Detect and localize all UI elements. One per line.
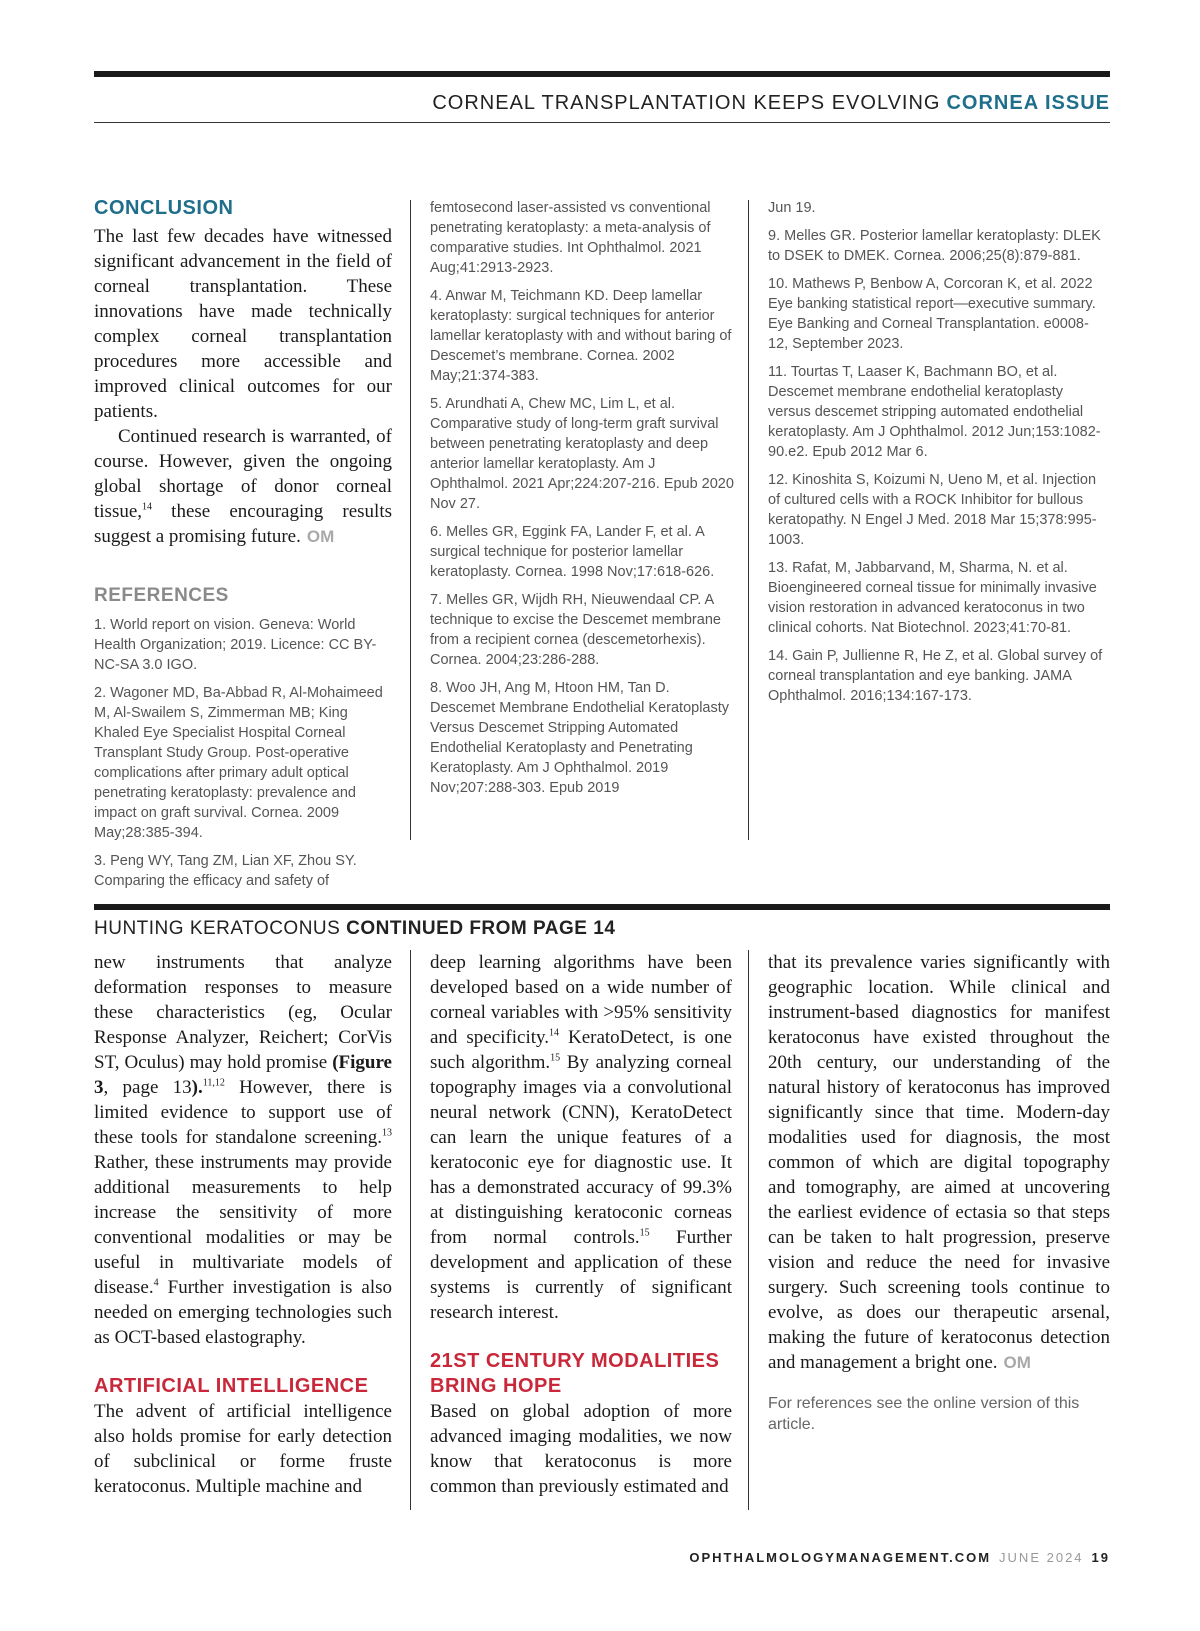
modalities-paragraph: Based on global adoption of more advanced imaging modalities, we now know that keratoconus is more common than previously estimated and: [430, 1401, 732, 1497]
running-head-section: CORNEA ISSUE: [946, 92, 1110, 114]
conclusion-paragraph-2: Continued research is warranted, of course. However, given the ongoing global shortage of donor corneal tissue,$^{14}$ these encouraging results suggest a promising future. OM: [94, 426, 392, 547]
references-footnote: For references see the online version of this article.: [768, 1395, 1080, 1433]
continued-header: [94, 918, 615, 940]
keratoconus-column-3: [768, 950, 1110, 1451]
column-rule: [748, 200, 749, 840]
reference-item: Jun 19.: [768, 200, 816, 216]
footer-site: OPHTHALMOLOGYMANAGEMENT.COM: [689, 1550, 992, 1565]
page-footer: [689, 1550, 1110, 1565]
reference-item: 2. Wagoner MD, Ba-Abbad R, Al-Mohaimeed M, Al-Swailem S, Zimmerman MB; King Khaled Eye Specialist Hospital Corneal Transplant Study Group. Post-operative complications after primary adult optical penetrating keratoplasty: prevalence and impact on graft survival. Cornea. 2009 May;28:385-394.: [94, 685, 383, 841]
continued-label: HUNTING KERATOCONUS: [94, 918, 341, 939]
page-number: 19: [1091, 1550, 1110, 1565]
reference-item: 7. Melles GR, Wijdh RH, Nieuwendaal CP. A technique to excise the Descemet membrane from a recipient cornea (descemetorhexis). Cornea. 2004;23:286-288.: [430, 592, 721, 668]
footer-date: JUNE 2024: [999, 1550, 1084, 1565]
column-rule: [748, 950, 749, 1510]
reference-item: 4. Anwar M, Teichmann KD. Deep lamellar keratoplasty: surgical techniques for anterior lamellar keratoplasty with and without baring of Descemet’s membrane. Cornea. 2002 May;21:374-383.: [430, 288, 732, 384]
reference-item: 10. Mathews P, Benbow A, Corcoran K, et al. 2022 Eye banking statistical report—executive summary. Eye Banking and Corneal Transplantation. e0008-12, September 2023.: [768, 276, 1096, 352]
keratoconus-paragraph: deep learning algorithms have been developed based on a wide number of corneal variables with >95% sensitivity and specificity.$^{14}$ KeratoDetect, is one such algorithm.$^{15}$ By analyzing corneal topography images via a convolutional neural network (CNN), KeratoDetect can learn the unique features of a keratoconic eye for diagnostic use. It has a demonstrated accuracy of 99.3% at distinguishing keratoconic corneas from normal controls.$^{15}$ Further development and application of these systems is currently of significant research interest.: [430, 952, 733, 1323]
reference-item: 14. Gain P, Jullienne R, He Z, et al. Global survey of corneal transplantation and eye banking. JAMA Ophthalmol. 2016;134:167-173.: [768, 648, 1103, 704]
column-rule: [410, 950, 411, 1510]
reference-item: 1. World report on vision. Geneva: World Health Organization; 2019. Licence: CC BY-NC-SA 3.0 IGO.: [94, 617, 377, 673]
continued-from: CONTINUED FROM PAGE 14: [346, 918, 616, 939]
top-rule: [94, 71, 1110, 77]
end-mark: OM: [1003, 1353, 1031, 1372]
reference-item: femtosecond laser-assisted vs conventional penetrating keratoplasty: a meta-analysis of comparative studies. Int Ophthalmol. 2021 Aug;41:2913-2923.: [430, 200, 711, 276]
reference-item: 9. Melles GR. Posterior lamellar keratoplasty: DLEK to DSEK to DMEK. Cornea. 2006;25(8):879-881.: [768, 228, 1101, 264]
references-column-3: [768, 198, 1108, 714]
reference-item: 11. Tourtas T, Laaser K, Bachmann BO, et al. Descemet membrane endothelial keratoplasty versus descemet stripping automated endothelial keratoplasty. Am J Ophthalmol. 2012 Jun;153:1082-90.e2. Epub 2012 Mar 6.: [768, 364, 1101, 460]
conclusion-column: [94, 197, 392, 899]
reference-item: 8. Woo JH, Ang M, Htoon HM, Tan D. Descemet Membrane Endothelial Keratoplasty Versus Descemet Stripping Automated Endothelial Keratoplasty and Penetrating Keratoplasty. Am J Ophthalmol. 2019 Nov;207:288-303. Epub 2019: [430, 680, 730, 796]
reference-item: 12. Kinoshita S, Koizumi N, Ueno M, et al. Injection of cultured cells with a ROCK Inhibitor for bullous keratopathy. N Engel J Med. 2018 Mar 15;378:995-1003.: [768, 472, 1097, 548]
reference-item: 5. Arundhati A, Chew MC, Lim L, et al. Comparative study of long-term graft survival between penetrating keratoplasty and deep anterior lamellar keratoplasty. Am J Ophthalmol. 2021 Apr;224:207-216. Epub 2020 Nov 27.: [430, 396, 734, 512]
references-heading: REFERENCES: [94, 585, 229, 606]
keratoconus-paragraph: that its prevalence varies significantly with geographic location. While clinical and instrument-based diagnostics for manifest keratoconus have existed throughout the 20th century, our understanding of the natural history of keratoconus has improved significantly since that time. Modern-day modalities used for diagnosis, the most common of which are digital topography and tomography, are aimed at uncovering the earliest evidence of ectasia so that steps can be taken to halt progression, preserve vision and reduce the need for invasive surgery. Such screening tools continue to evolve, as does our therapeutic arsenal, making the future of keratoconus detection and management a bright one. OM: [768, 952, 1110, 1373]
section-rule: [94, 904, 1110, 910]
conclusion-paragraph-1: The last few decades have witnessed significant advancement in the field of corneal transplantation. These innovations have made technically complex corneal transplantation procedures more accessible and improved clinical outcomes for our patients.: [94, 226, 392, 422]
reference-item: 13. Rafat, M, Jabbarvand, M, Sharma, N. et al. Bioengineered corneal tissue for minimally invasive vision restoration in advanced keratoconus in two clinical cohorts. Nat Biotechnol. 2023;41:70-81.: [768, 560, 1097, 636]
ai-heading: ARTIFICIAL INTELLIGENCE: [94, 1375, 369, 1397]
keratoconus-paragraph: new instruments that analyze deformation responses to measure these characteristics (eg, Ocular Response Analyzer, Reichert; CorVis ST, Oculus) may hold promise (Figure 3, page 13).$^{11,12}$ However, there is limited evidence to support use of these tools for standalone screening.$^{13}$ Rather, these instruments may provide additional measurements to help increase the sensitivity of more conventional modalities or may be useful in multivariate models of disease.$^4$ Further investigation is also needed on emerging technologies such as OCT-based elastography.: [94, 952, 392, 1348]
reference-item: 3. Peng WY, Tang ZM, Lian XF, Zhou SY. Comparing the efficacy and safety of: [94, 853, 357, 889]
conclusion-heading: CONCLUSION: [94, 197, 234, 219]
ai-paragraph: The advent of artificial intelligence also holds promise for early detection of subclinical or forme fruste keratoconus. Multiple machine and: [94, 1401, 392, 1497]
running-head: [432, 92, 1110, 115]
keratoconus-column-2: [430, 950, 732, 1499]
end-mark: OM: [306, 527, 335, 546]
keratoconus-column-1: [94, 950, 392, 1499]
references-column-2: [430, 198, 735, 806]
reference-item: 6. Melles GR, Eggink FA, Lander F, et al. A surgical technique for posterior lamellar keratoplasty. Cornea. 1998 Nov;17:618-626.: [430, 524, 715, 580]
modalities-heading: 21ST CENTURY MODALITIES BRING HOPE: [430, 1350, 720, 1397]
header-rule: [94, 122, 1110, 123]
running-head-title: CORNEAL TRANSPLANTATION KEEPS EVOLVING: [432, 92, 941, 114]
column-rule: [410, 200, 411, 840]
